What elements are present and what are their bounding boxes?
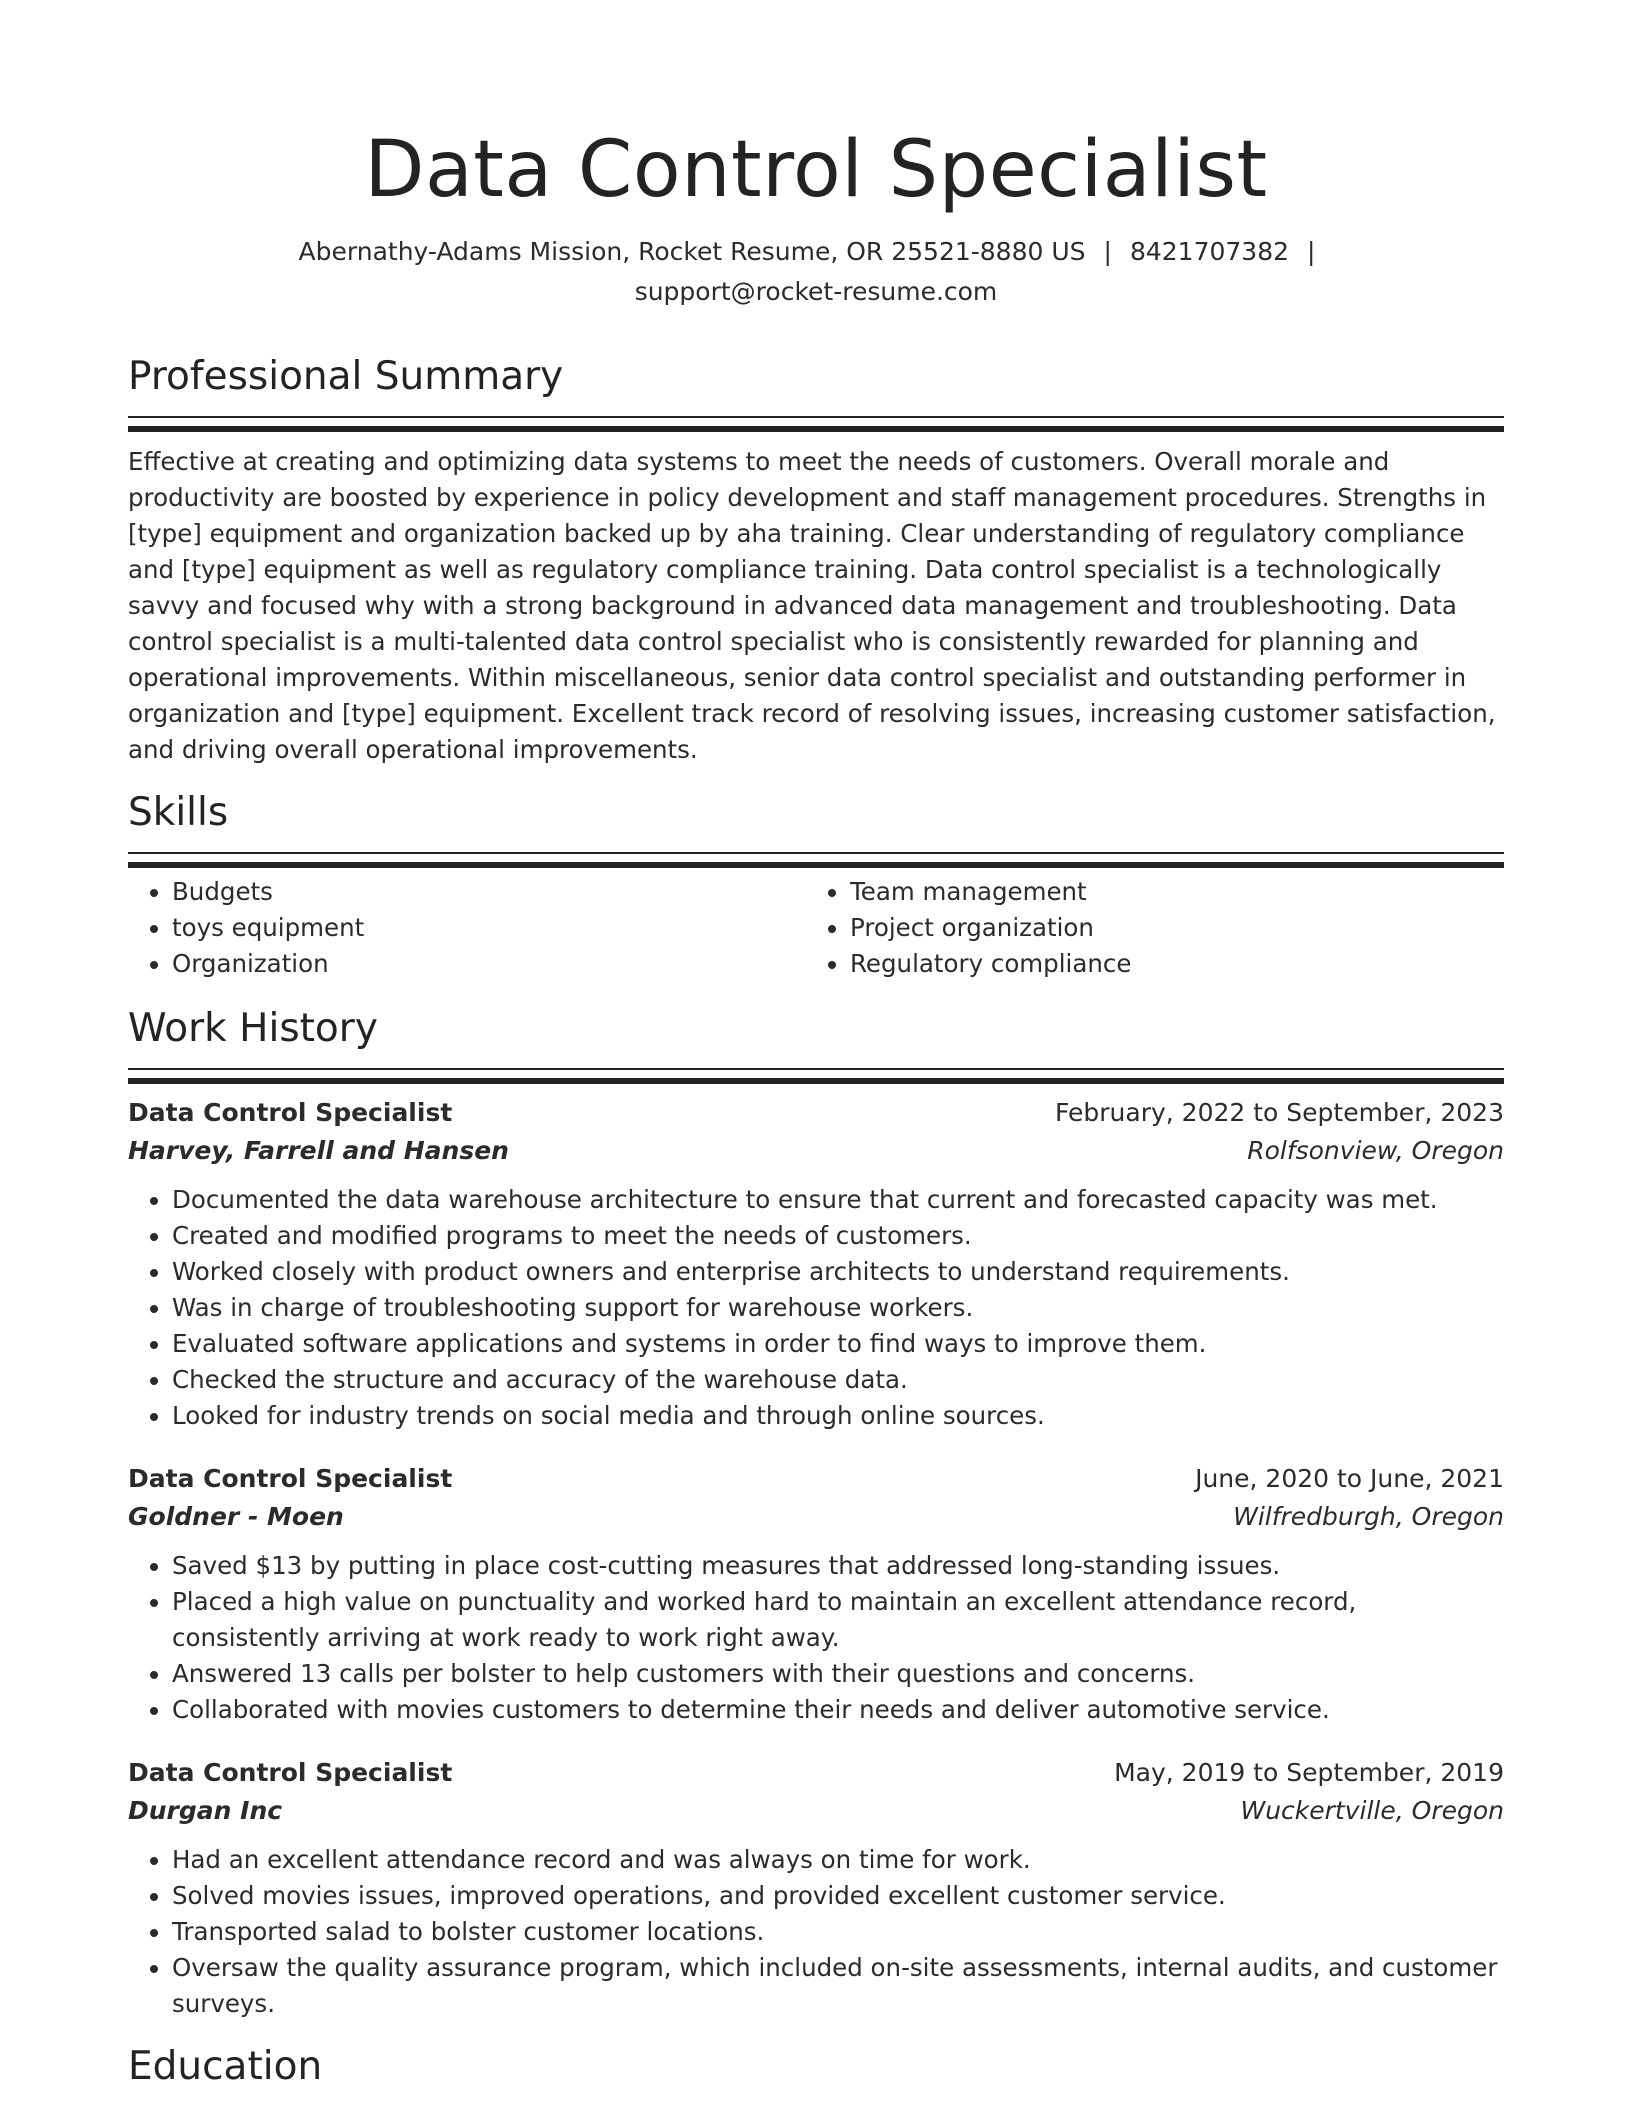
section-divider [128,416,1504,428]
job-dates: May, 2019 to September, 2019 [1114,1758,1504,1787]
job-bullet: • Checked the structure and accuracy of the warehouse data. [172,1362,1504,1398]
job-bullets [128,1182,1504,1434]
job-bullet: • Oversaw the quality assurance program, which included on-site assessments, internal audits, and customer surveys. [172,1950,1504,2022]
job-entry [128,1754,1504,2022]
job-bullet: • Saved $13 by putting in place cost-cutting measures that addressed long-standing issues. [172,1548,1504,1584]
job-bullet: • Evaluated software applications and systems in order to find ways to improve them. [172,1326,1504,1362]
job-dates: June, 2020 to June, 2021 [1195,1464,1504,1493]
skill-item: • Regulatory compliance [850,946,1484,982]
job-bullet: • Placed a high value on punctuality and worked hard to maintain an excellent attendance record, consistently arriving at work ready to work right away. [172,1584,1504,1656]
contact-info [128,232,1504,312]
section-title: Skills [128,790,229,835]
job-bullet: • Worked closely with product owners and enterprise architects to understand requirements. [172,1254,1504,1290]
contact-address: Abernathy-Adams Mission, Rocket Resume, OR 25521-8880 US [298,237,1086,266]
skill-item: • Budgets [172,874,806,910]
skills-column-right [806,874,1484,982]
job-company: Goldner - Moen [128,1502,344,1531]
job-bullet: • Collaborated with movies customers to determine their needs and deliver automotive service. [172,1692,1504,1728]
job-location: Rolfsonview, Oregon [1247,1136,1504,1165]
section-divider [128,852,1504,864]
job-bullet: • Transported salad to bolster customer locations. [172,1914,1504,1950]
job-location: Wilfredburgh, Oregon [1233,1502,1504,1531]
job-bullet: • Documented the data warehouse architecture to ensure that current and forecasted capacity was met. [172,1182,1504,1218]
job-title: Data Control Specialist [128,1758,453,1787]
work-history-section [128,1004,1504,2022]
professional-summary-section [128,352,1504,768]
section-title: Education [128,2044,323,2089]
skills-grid [128,874,1504,982]
education-section [128,2042,1504,2092]
job-bullet: • Was in charge of troubleshooting support for warehouse workers. [172,1290,1504,1326]
contact-phone: 8421707382 [1129,237,1290,266]
section-divider [128,1068,1504,1080]
skill-item: • toys equipment [172,910,806,946]
skills-section [128,788,1504,982]
job-title: Data Control Specialist [128,1464,453,1493]
job-title: Data Control Specialist [128,1098,453,1127]
skill-item: • Organization [172,946,806,982]
summary-text: Effective at creating and optimizing data systems to meet the needs of customers. Overall morale and productivity are boosted by experience in policy development and staff management procedures. Strengths in [type] equipment and organization backed up by aha training. Clear understanding of regulatory compliance and [type] equipment as well as regulatory compliance training. Data control specialist is a technologically savvy and focused why with a strong background in advanced data management and troubleshooting. Data control specialist is a multi-talented data control specialist who is consistently rewarded for planning and operational improvements. Within miscellaneous, senior data control specialist and outstanding performer in organization and [type] equipment. Excellent track record of resolving issues, increasing customer satisfaction, and driving overall operational improvements. [128,447,1496,764]
job-bullets [128,1842,1504,2022]
job-location: Wuckertville, Oregon [1240,1796,1504,1825]
job-bullet: • Looked for industry trends on social media and through online sources. [172,1398,1504,1434]
resume-name: Data Control Specialist [364,125,1268,215]
section-title: Professional Summary [128,354,564,399]
job-bullet: • Had an excellent attendance record and was always on time for work. [172,1842,1504,1878]
job-dates: February, 2022 to September, 2023 [1055,1098,1504,1127]
contact-separator: | [1307,237,1316,266]
skill-item: • Team management [850,874,1484,910]
skill-item: • Project organization [850,910,1484,946]
job-company: Durgan Inc [128,1796,283,1825]
contact-separator: | [1103,237,1112,266]
job-bullet: • Created and modified programs to meet the needs of customers. [172,1218,1504,1254]
job-entry [128,1460,1504,1728]
job-entry [128,1094,1504,1434]
job-bullets [128,1548,1504,1728]
job-company: Harvey, Farrell and Hansen [128,1136,509,1165]
resume-page [128,0,1504,2092]
skills-column-left [128,874,806,982]
job-bullet: • Answered 13 calls per bolster to help customers with their questions and concerns. [172,1656,1504,1692]
contact-email: support@rocket-resume.com [634,277,998,306]
section-title: Work History [128,1006,378,1051]
job-bullet: • Solved movies issues, improved operations, and provided excellent customer service. [172,1878,1504,1914]
